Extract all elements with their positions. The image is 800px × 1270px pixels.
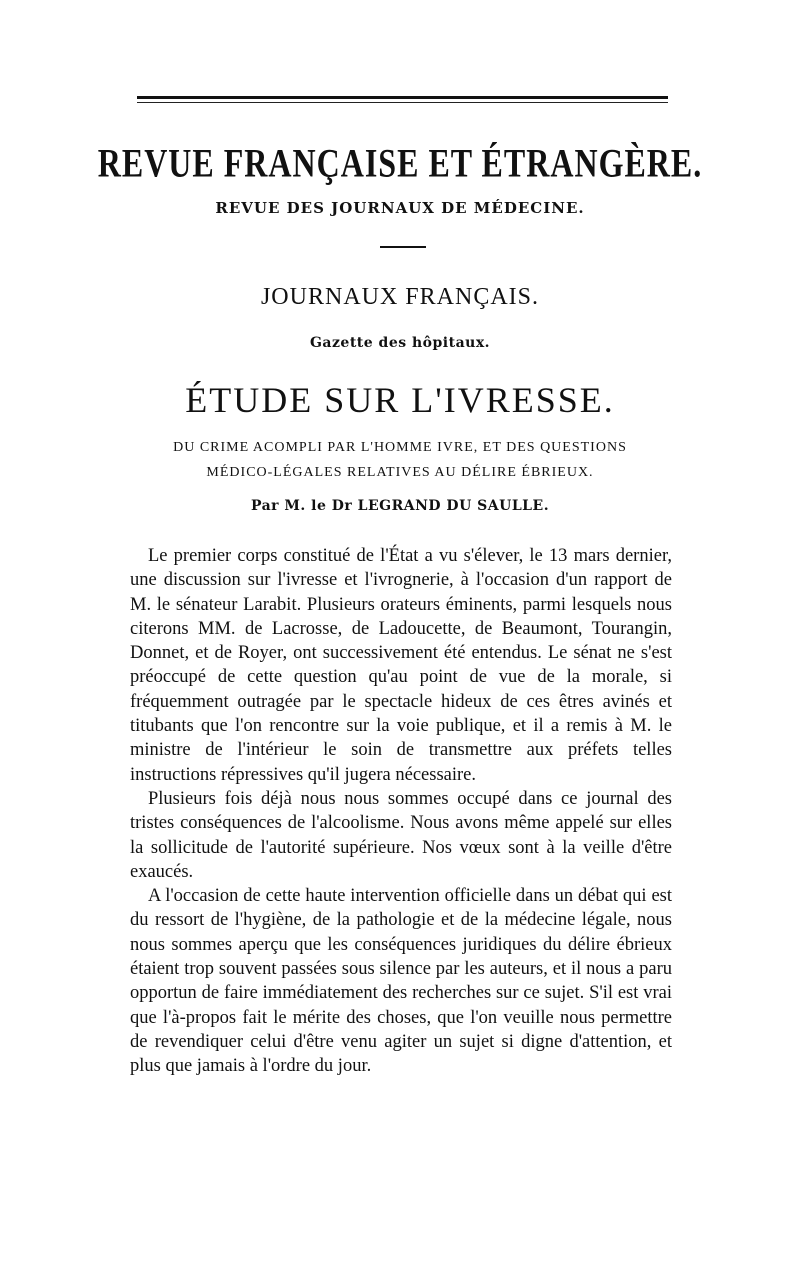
article-subtitle-line1: DU CRIME ACOMPLI PAR L'HOMME IVRE, ET DES QUESTIONS — [173, 440, 627, 455]
paragraph-1: Le premier corps constitué de l'État a vu s'élever, le 13 mars dernier, une discussion sur l'ivresse et l'ivrognerie, à l'occasion d'un rapport de M. le sénateur Larabit. Plusieurs orateurs éminents, parmi lesquels nous citerons MM. de Lacrosse, de Ladoucette, de Beaumont, Tourangin, Donnet, et de Royer, ont successivement été entendus. Le sénat ne s'est préoccupé de cette question qu'au point de vue de la morale, si fréquemment outragée par le spectacle hideux de ces êtres avinés et titubants que l'on rencontre sur la voie publique, et il a remis à M. le ministre de l'intérieur le soin de transmettre aux préfets telles instructions répressives qu'il jugera nécessaire. — [130, 546, 672, 785]
section-divider — [380, 246, 426, 248]
journal-subtitle: REVUE DES JOURNAUX DE MÉDECINE. — [215, 199, 585, 217]
article-author: Par M. le Dr LEGRAND DU SAULLE. — [250, 498, 550, 514]
top-rule-thick — [137, 96, 668, 99]
paragraph-2: Plusieurs fois déjà nous nous sommes occupé dans ce journal des tristes conséquences de l'alcoolisme. Nous avons même appelé sur elles la sollicitude de l'autorité supérieure. Nos vœux sont à la veille d'être exaucés. — [130, 788, 672, 882]
paragraph-3: A l'occasion de cette haute intervention officielle dans un débat qui est du ressort de l'hygiène, de la pathologie et de la médecine légale, nous nous sommes aperçu que les conséquences juridiques du délire ébrieux étaient trop souvent passées sous silence par les auteurs, et il nous a paru opportun de faire immédiatement des recherches sur ce sujet. S'il est vrai que l'à-propos fait le mérite des choses, que l'on veuille nous permettre de revendiquer celui d'être venu agiter un sujet si digne d'attention, et plus que jamais à l'ordre du jour. — [130, 886, 672, 1077]
article-body — [130, 544, 672, 1079]
journal-title: REVUE FRANÇAISE ET ÉTRANGÈRE. — [97, 140, 703, 185]
article-subtitle-line2: MÉDICO-LÉGALES RELATIVES AU DÉLIRE ÉBRIEUX. — [206, 465, 594, 480]
source-journal: Gazette des hôpitaux. — [309, 335, 491, 351]
top-rule-thin — [137, 102, 668, 103]
article-title: ÉTUDE SUR L'IVRESSE. — [185, 380, 615, 420]
section-heading: JOURNAUX FRANÇAIS. — [260, 284, 540, 310]
